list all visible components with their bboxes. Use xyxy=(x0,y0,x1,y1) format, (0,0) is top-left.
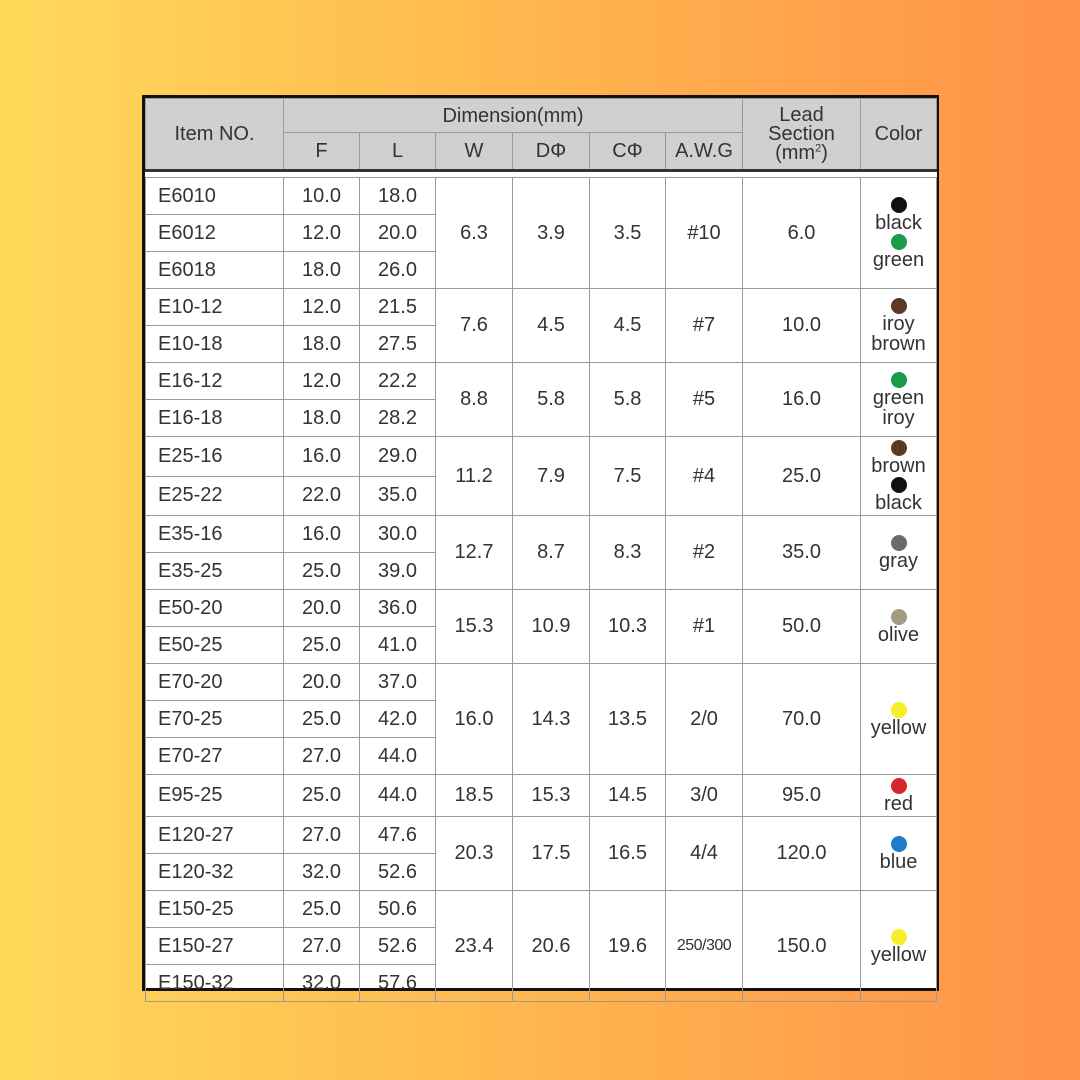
cell-item-no: E70-27 xyxy=(146,738,284,775)
cell-awg: #7 xyxy=(666,289,743,363)
cell-d-phi: 20.6 xyxy=(513,891,590,1002)
color-label: red xyxy=(884,793,913,815)
cell-item-no: E120-27 xyxy=(146,817,284,854)
cell-l: 30.0 xyxy=(360,516,436,553)
cell-c-phi: 3.5 xyxy=(590,178,666,289)
cell-f: 20.0 xyxy=(284,664,360,701)
cell-f: 12.0 xyxy=(284,363,360,400)
color-dot-icon xyxy=(891,929,907,945)
color-dot-icon xyxy=(891,836,907,852)
header-lead-line2: Section xyxy=(768,122,835,145)
table-row xyxy=(146,891,937,928)
color-label: yellow xyxy=(870,716,927,739)
color-dot-icon xyxy=(891,778,907,794)
cell-w: 15.3 xyxy=(436,590,513,664)
table-row xyxy=(146,178,937,215)
color-dot-icon xyxy=(891,535,907,551)
cell-f: 22.0 xyxy=(284,476,360,516)
cell-item-no: E6010 xyxy=(146,178,284,215)
cell-l: 44.0 xyxy=(360,738,436,775)
cell-lead-section: 50.0 xyxy=(743,590,861,664)
color-dot-icon xyxy=(891,609,907,625)
table-header xyxy=(146,99,937,178)
table-row xyxy=(146,363,937,400)
table-row xyxy=(146,817,937,854)
cell-awg: #10 xyxy=(666,178,743,289)
cell-f: 25.0 xyxy=(284,775,360,817)
header-col-c-phi: CΦ xyxy=(590,133,666,171)
cell-item-no: E16-12 xyxy=(146,363,284,400)
color-label: brown xyxy=(871,333,926,355)
cell-awg: 4/4 xyxy=(666,817,743,891)
cell-l: 22.2 xyxy=(360,363,436,400)
cell-l: 47.6 xyxy=(360,817,436,854)
cell-lead-section: 150.0 xyxy=(743,891,861,1002)
cell-c-phi: 16.5 xyxy=(590,817,666,891)
header-col-f: F xyxy=(284,133,360,171)
cell-l: 29.0 xyxy=(360,437,436,477)
cell-f: 12.0 xyxy=(284,215,360,252)
spec-table-frame xyxy=(142,95,939,994)
cell-l: 21.5 xyxy=(360,289,436,326)
color-label: blue xyxy=(879,851,918,873)
color-label: green xyxy=(872,249,925,271)
header-col-l: L xyxy=(360,133,436,171)
header-col-awg: A.W.G xyxy=(666,133,743,171)
cell-w: 16.0 xyxy=(436,664,513,775)
color-label: olive xyxy=(877,624,920,646)
cell-f: 18.0 xyxy=(284,400,360,437)
color-dot-icon xyxy=(891,234,907,250)
color-dot-icon xyxy=(891,197,907,213)
cell-f: 27.0 xyxy=(284,928,360,965)
color-label: green xyxy=(872,387,925,409)
cell-color xyxy=(861,363,937,437)
color-dot-icon xyxy=(891,477,907,493)
cell-l: 26.0 xyxy=(360,252,436,289)
cell-f: 12.0 xyxy=(284,289,360,326)
cell-f: 32.0 xyxy=(284,965,360,1002)
cell-lead-section: 95.0 xyxy=(743,775,861,817)
color-label: black xyxy=(875,492,922,514)
cell-color xyxy=(861,516,937,590)
cell-f: 27.0 xyxy=(284,817,360,854)
cell-lead-section: 70.0 xyxy=(743,664,861,775)
spec-table xyxy=(145,98,937,1002)
cell-d-phi: 4.5 xyxy=(513,289,590,363)
cell-f: 18.0 xyxy=(284,252,360,289)
cell-item-no: E50-25 xyxy=(146,627,284,664)
cell-item-no: E70-25 xyxy=(146,701,284,738)
cell-color xyxy=(861,178,937,289)
cell-l: 35.0 xyxy=(360,476,436,516)
cell-d-phi: 8.7 xyxy=(513,516,590,590)
cell-item-no: E10-18 xyxy=(146,326,284,363)
cell-c-phi: 4.5 xyxy=(590,289,666,363)
color-label: brown xyxy=(871,455,926,477)
table-row xyxy=(146,516,937,553)
table-row xyxy=(146,289,937,326)
cell-color xyxy=(861,817,937,891)
cell-l: 20.0 xyxy=(360,215,436,252)
cell-w: 8.8 xyxy=(436,363,513,437)
cell-l: 39.0 xyxy=(360,553,436,590)
cell-d-phi: 17.5 xyxy=(513,817,590,891)
color-label: black xyxy=(875,212,922,234)
cell-w: 12.7 xyxy=(436,516,513,590)
header-lead-section xyxy=(743,99,861,171)
header-item-no: Item NO. xyxy=(146,99,284,171)
cell-w: 6.3 xyxy=(436,178,513,289)
cell-l: 42.0 xyxy=(360,701,436,738)
cell-d-phi: 7.9 xyxy=(513,437,590,516)
cell-color xyxy=(861,289,937,363)
cell-item-no: E150-25 xyxy=(146,891,284,928)
cell-f: 25.0 xyxy=(284,627,360,664)
cell-w: 11.2 xyxy=(436,437,513,516)
header-dimension: Dimension(mm) xyxy=(284,99,743,133)
cell-awg: 3/0 xyxy=(666,775,743,817)
cell-l: 37.0 xyxy=(360,664,436,701)
cell-item-no: E16-18 xyxy=(146,400,284,437)
cell-item-no: E50-20 xyxy=(146,590,284,627)
cell-lead-section: 120.0 xyxy=(743,817,861,891)
cell-c-phi: 14.5 xyxy=(590,775,666,817)
cell-f: 20.0 xyxy=(284,590,360,627)
cell-l: 41.0 xyxy=(360,627,436,664)
cell-l: 27.5 xyxy=(360,326,436,363)
cell-d-phi: 5.8 xyxy=(513,363,590,437)
color-dot-icon xyxy=(891,440,907,456)
cell-f: 16.0 xyxy=(284,437,360,477)
cell-w: 7.6 xyxy=(436,289,513,363)
cell-c-phi: 10.3 xyxy=(590,590,666,664)
cell-f: 10.0 xyxy=(284,178,360,215)
cell-awg: #1 xyxy=(666,590,743,664)
cell-color xyxy=(861,891,937,1002)
cell-d-phi: 3.9 xyxy=(513,178,590,289)
cell-c-phi: 7.5 xyxy=(590,437,666,516)
cell-item-no: E25-22 xyxy=(146,476,284,516)
cell-item-no: E70-20 xyxy=(146,664,284,701)
header-col-w: W xyxy=(436,133,513,171)
cell-l: 18.0 xyxy=(360,178,436,215)
header-divider xyxy=(146,171,937,178)
cell-awg: #2 xyxy=(666,516,743,590)
cell-item-no: E10-12 xyxy=(146,289,284,326)
cell-l: 57.6 xyxy=(360,965,436,1002)
cell-w: 23.4 xyxy=(436,891,513,1002)
cell-l: 36.0 xyxy=(360,590,436,627)
cell-lead-section: 16.0 xyxy=(743,363,861,437)
table-row xyxy=(146,664,937,701)
cell-f: 32.0 xyxy=(284,854,360,891)
cell-lead-section: 6.0 xyxy=(743,178,861,289)
cell-l: 52.6 xyxy=(360,854,436,891)
header-col-d-phi: DΦ xyxy=(513,133,590,171)
cell-lead-section: 10.0 xyxy=(743,289,861,363)
header-lead-line1: Lead xyxy=(779,103,824,126)
cell-f: 18.0 xyxy=(284,326,360,363)
cell-item-no: E150-27 xyxy=(146,928,284,965)
cell-color xyxy=(861,775,937,817)
cell-awg: 2/0 xyxy=(666,664,743,775)
cell-l: 52.6 xyxy=(360,928,436,965)
color-label: iroy xyxy=(882,313,915,335)
cell-w: 18.5 xyxy=(436,775,513,817)
cell-l: 28.2 xyxy=(360,400,436,437)
table-row xyxy=(146,775,937,817)
cell-item-no: E6018 xyxy=(146,252,284,289)
table-body xyxy=(146,178,937,1002)
cell-c-phi: 5.8 xyxy=(590,363,666,437)
cell-d-phi: 10.9 xyxy=(513,590,590,664)
cell-item-no: E35-25 xyxy=(146,553,284,590)
color-label: yellow xyxy=(870,943,927,966)
cell-c-phi: 8.3 xyxy=(590,516,666,590)
cell-color xyxy=(861,664,937,775)
color-dot-icon xyxy=(891,298,907,314)
cell-lead-section: 25.0 xyxy=(743,437,861,516)
cell-f: 27.0 xyxy=(284,738,360,775)
table-row xyxy=(146,590,937,627)
color-label: iroy xyxy=(882,407,915,429)
cell-f: 25.0 xyxy=(284,553,360,590)
cell-l: 50.6 xyxy=(360,891,436,928)
cell-f: 25.0 xyxy=(284,891,360,928)
cell-awg: #4 xyxy=(666,437,743,516)
cell-item-no: E6012 xyxy=(146,215,284,252)
cell-color xyxy=(861,590,937,664)
cell-lead-section: 35.0 xyxy=(743,516,861,590)
table-row xyxy=(146,437,937,477)
header-lead-unit: $(mm^2)$ xyxy=(775,141,828,164)
cell-item-no: E35-16 xyxy=(146,516,284,553)
cell-d-phi: 14.3 xyxy=(513,664,590,775)
cell-w: 20.3 xyxy=(436,817,513,891)
cell-item-no: E25-16 xyxy=(146,437,284,477)
header-color: Color xyxy=(861,99,937,171)
cell-item-no: E150-32 xyxy=(146,965,284,1002)
color-label: gray xyxy=(879,550,918,572)
cell-awg: 250/300 xyxy=(666,891,743,1002)
cell-f: 25.0 xyxy=(284,701,360,738)
cell-c-phi: 13.5 xyxy=(590,664,666,775)
cell-l: 44.0 xyxy=(360,775,436,817)
cell-d-phi: 15.3 xyxy=(513,775,590,817)
cell-awg: #5 xyxy=(666,363,743,437)
cell-item-no: E120-32 xyxy=(146,854,284,891)
cell-item-no: E95-25 xyxy=(146,775,284,817)
cell-f: 16.0 xyxy=(284,516,360,553)
color-dot-icon xyxy=(891,702,907,718)
cell-c-phi: 19.6 xyxy=(590,891,666,1002)
color-dot-icon xyxy=(891,372,907,388)
cell-color xyxy=(861,437,937,516)
